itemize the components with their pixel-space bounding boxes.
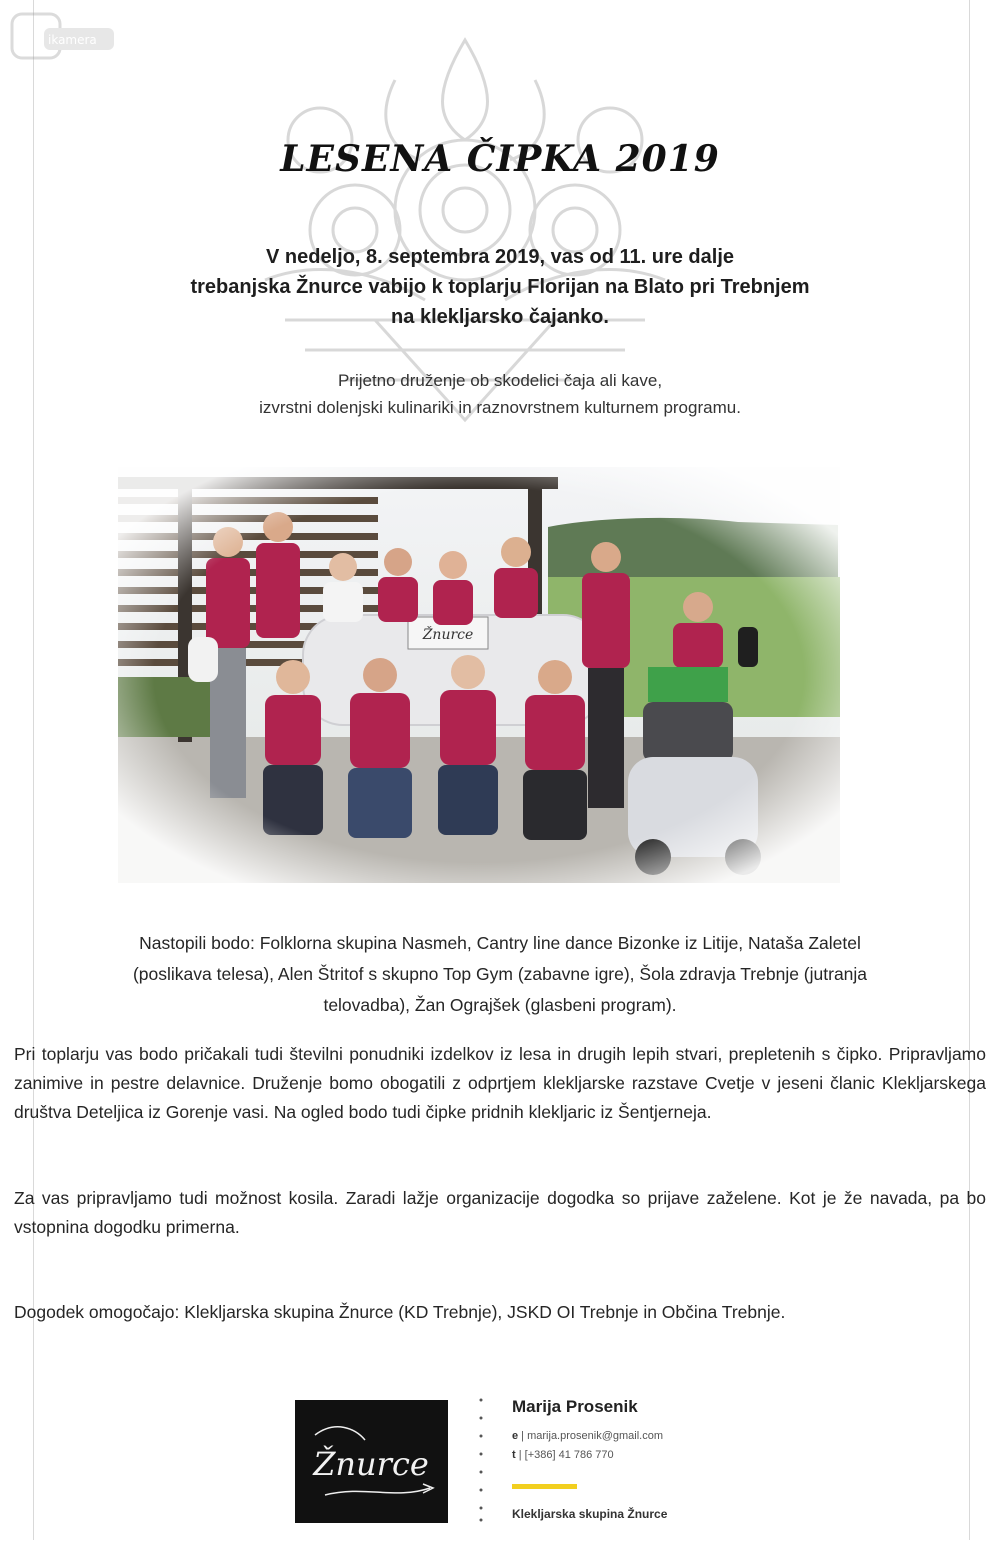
performers-line: telovadba), Žan Ograjšek (glasbeni program). [323, 995, 677, 1015]
paragraph-exhibitors: Pri toplarju vas bodo pričakali tudi številni ponudniki izdelkov iz lesa in drugih lepih stvari, prepletenih s čipko. Pripravljamo zanimive in pestre delavnice. Druženje bomo obogatili z odprtjem klekljarske razstave Cvetje v jeseni članic Klekljarskega društva Deteljica iz Gorenje vasi. Na ogled bodo tudi čipke pridnih klekljaric iz Šentjerneja. [14, 1044, 986, 1122]
invitation-line: trebanjska Žnurce vabijo k toplarju Florijan na Blato pri Trebnjem [190, 276, 810, 298]
email-label: e [512, 1430, 519, 1442]
signature-phone: t | [+386] 41 786 770 [512, 1449, 614, 1461]
znurce-logo [295, 1400, 448, 1523]
email-address[interactable]: marija.prosenik@gmail.com [527, 1430, 663, 1442]
performers-line: (poslikava telesa), Alen Štritof s skupno Top Gym (zabavne igre), Šola zdravja Trebnje (jutranja [132, 964, 868, 984]
subtitle-line: izvrstni dolenjski kulinariki in raznovrstnem kulturnem programu. [259, 398, 741, 417]
paragraph-sponsors: Dogodek omogočajo: Klekljarska skupina Žnurce (KD Trebnje), JSKD OI Trebnje in Občina Trebnje. [14, 1302, 786, 1322]
phone-label: t [512, 1449, 516, 1461]
znurce-logo-icon [295, 1400, 448, 1523]
svg-text:ikamera: ikamera [48, 33, 97, 47]
group-photo [118, 467, 840, 883]
invitation-line: na klekljarsko čajanko. [391, 306, 609, 328]
subtitle-text [0, 367, 1000, 421]
signature-email: e | marija.prosenik@gmail.com [512, 1430, 663, 1442]
signature-accent-bar [512, 1484, 577, 1489]
subtitle-line: Prijetno druženje ob skodelici čaja ali kave, [337, 371, 663, 390]
signature-dots [478, 1397, 484, 1523]
phone-number[interactable]: [+386] 41 786 770 [524, 1449, 614, 1461]
signature-organization: Klekljarska skupina Žnurce [512, 1507, 668, 1521]
signature-name: Marija Prosenik [512, 1397, 638, 1416]
paragraph-lunch: Za vas pripravljamo tudi možnost kosila. Zaradi lažje organizacije dogodka so prijave zaželene. Kot je že navada, pa bo vstopnina dogodku primerna. [14, 1188, 986, 1237]
page-title: LESENA ČIPKA 2019 [280, 138, 720, 180]
performers-text [30, 928, 970, 1021]
svg-text:Žnurce: Žnurce [313, 1445, 429, 1483]
invitation-line: V nedeljo, 8. septembra 2019, vas od 11. ure dalje [266, 246, 734, 268]
watermark-logo-icon [8, 8, 118, 68]
invitation-text [0, 242, 1000, 332]
performers-line: Nastopili bodo: Folklorna skupina Nasmeh, Cantry line dance Bizonke iz Litije, Nataša Zaletel [139, 933, 861, 953]
